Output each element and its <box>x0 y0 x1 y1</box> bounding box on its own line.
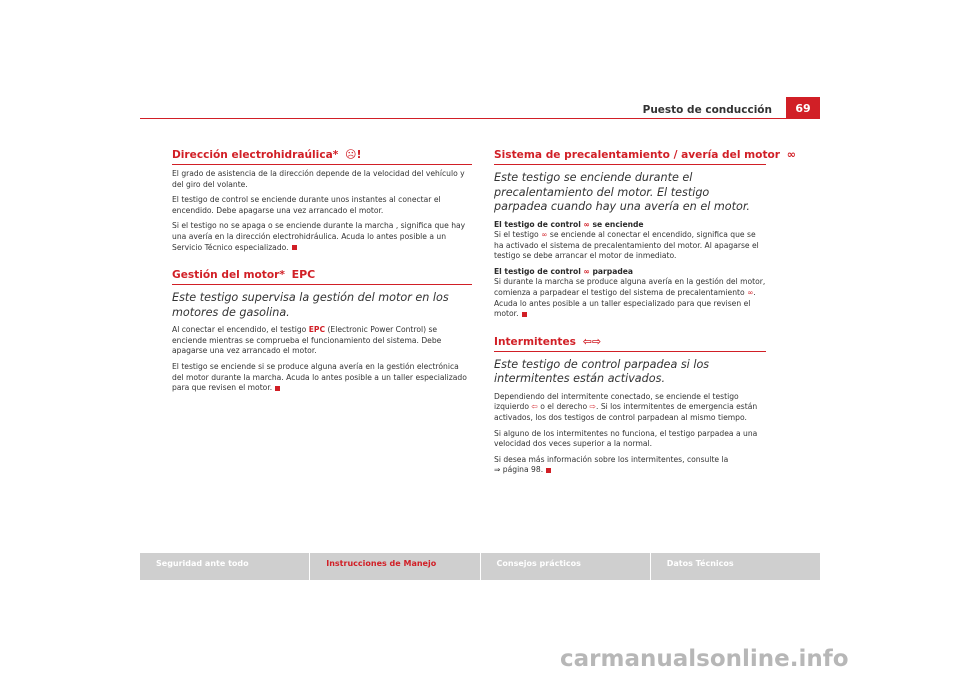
watermark: carmanualsonline.info <box>560 646 849 672</box>
paragraph: El grado de asistencia de la dirección depende de la velocidad del vehículo y del giro del volante. <box>172 169 465 189</box>
epc-icon: EPC <box>308 325 326 335</box>
epc-icon: EPC <box>291 268 316 282</box>
paragraph <box>494 455 766 476</box>
paragraph-text: Si durante la marcha se produce alguna avería en la gestión del motor, comienza a parpadear el testigo del sistema de precalentamiento <box>494 277 766 298</box>
section-title-engine <box>172 268 472 285</box>
section-title-preheating <box>494 148 796 165</box>
paragraph <box>172 221 472 253</box>
right-column <box>494 148 796 481</box>
paragraph-text: Al conectar el encendido, el testigo <box>172 325 307 335</box>
end-mark <box>546 468 551 473</box>
preheating-icon: ∞ <box>786 148 796 161</box>
paragraph-text: Si desea más información sobre los intermitentes, consulte la <box>494 454 729 464</box>
tab-seguridad[interactable]: Seguridad ante todo <box>140 553 309 580</box>
page-number: 69 <box>786 97 820 118</box>
section-title-text: Dirección electrohidraúlica* <box>172 149 339 161</box>
subheading-text: El testigo de control <box>494 266 581 276</box>
paragraph <box>494 230 766 262</box>
section-title-text: Intermitentes <box>494 335 576 348</box>
right-arrow-icon: ⇨ <box>589 402 596 412</box>
paragraph-text: Dependiendo del intermitente conectado, se enciende el testigo izquierdo <box>494 391 739 412</box>
page-link[interactable]: ⇒ página 98. <box>494 465 544 475</box>
end-mark <box>292 245 297 250</box>
footer-nav <box>140 553 820 580</box>
end-mark <box>522 312 527 317</box>
paragraph <box>172 325 472 357</box>
subheading <box>494 220 766 231</box>
paragraph-text: Si el testigo no se apaga o se enciende durante la marcha , significa que hay una avería en la dirección electrohidráulica. Acuda lo antes posible a un Servicio Técnico especializado. <box>172 221 466 252</box>
preheating-icon: ∞ <box>583 219 590 229</box>
paragraph-text: o el derecho <box>540 402 588 412</box>
paragraph-text: El testigo se enciende si se produce alguna avería en la gestión electrónica del motor durante la marcha. Acuda lo antes posible a un taller especializado para que revisen el motor. <box>172 361 467 393</box>
tab-datos[interactable]: Datos Técnicos <box>651 553 820 580</box>
paragraph <box>494 277 766 319</box>
end-mark <box>275 386 280 391</box>
subheading <box>494 267 766 278</box>
lead-text: Este testigo supervisa la gestión del motor en los motores de gasolina. <box>172 291 449 319</box>
page-header-title: Puesto de conducción <box>642 104 772 116</box>
left-arrow-icon: ⇦ <box>531 402 538 412</box>
tab-consejos[interactable]: Consejos prácticos <box>481 553 650 580</box>
paragraph-text: (Electronic Power Control) se enciende mientras se comprueba el funcionamiento del sistema. Debe apagarse una vez arrancado el motor. <box>172 325 442 356</box>
section-title-turn-signals <box>494 335 766 352</box>
paragraph <box>494 392 766 424</box>
paragraph-text: se enciende al conectar el encendido, significa que se ha activado el sistema de precalentamiento del motor. Al apagarse el testigo se debe arrancar el motor de inmediato. <box>494 230 759 261</box>
paragraph-text: Si el testigo <box>494 230 539 240</box>
turn-signal-icon: ⇦⇨ <box>582 334 602 348</box>
subheading-text: parpadea <box>592 266 634 276</box>
preheating-icon: ∞ <box>747 288 754 298</box>
steering-warning-icon: ☹! <box>345 148 362 161</box>
paragraph: Si alguno de los intermitentes no funciona, el testigo parpadea a una velocidad dos veces superior a la normal. <box>494 428 758 449</box>
subheading-text: El testigo de control <box>494 219 581 229</box>
lead-text: Este testigo se enciende durante el precalentamiento del motor. El testigo parpadea cuando hay una avería en el motor. <box>494 171 750 213</box>
section-title-text: Gestión del motor* <box>172 269 285 282</box>
tab-instrucciones[interactable]: Instrucciones de Manejo <box>310 553 479 580</box>
paragraph-text: . Acuda lo antes posible a un taller especializado para que revisen el motor. <box>494 288 756 319</box>
header-rule <box>140 118 820 119</box>
section-title-steering <box>172 148 472 165</box>
subheading-text: se enciende <box>592 219 644 229</box>
left-column <box>172 148 472 399</box>
paragraph-text: . Si los intermitentes de emergencia están activados, los dos testigos de control parpadean al mismo tiempo. <box>494 402 758 423</box>
preheating-icon: ∞ <box>541 230 548 240</box>
paragraph: El testigo de control se enciende durante unos instantes al conectar el encendido. Debe apagarse una vez arrancado el motor. <box>172 195 441 215</box>
preheating-icon: ∞ <box>583 266 590 276</box>
lead-text: Este testigo de control parpadea si los intermitentes están activados. <box>494 357 710 386</box>
section-title-text: Sistema de precalentamiento / avería del motor <box>494 149 781 161</box>
paragraph <box>172 362 472 394</box>
